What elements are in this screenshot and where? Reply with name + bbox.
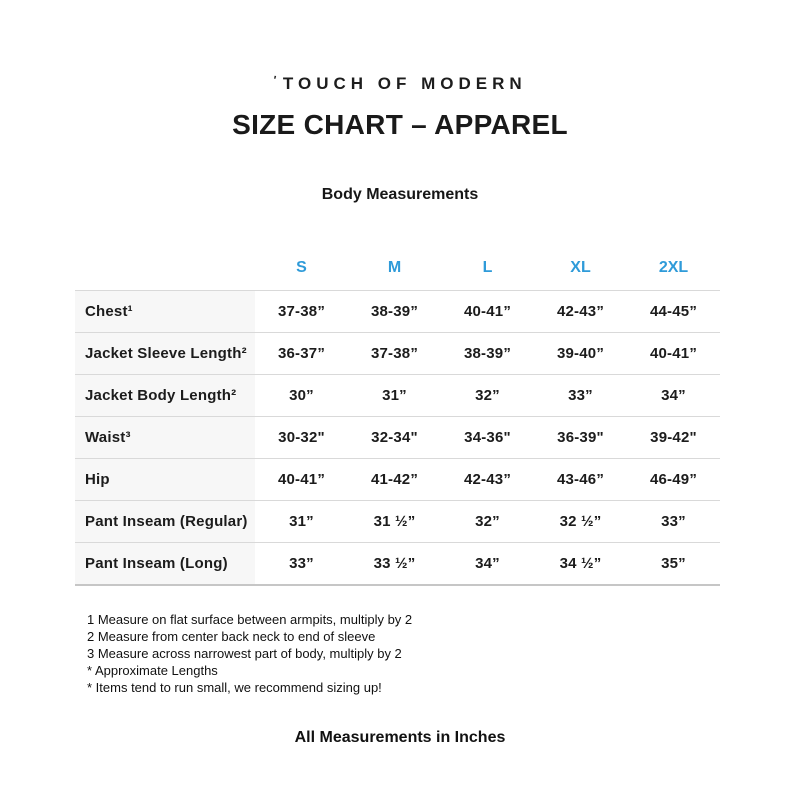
cell: 38-39”: [370, 303, 419, 320]
size-table: [75, 245, 720, 586]
table-row-jacket-sleeve-length: [75, 333, 720, 375]
logo-tick-mark: ': [271, 72, 278, 88]
size-col-header-l: L: [482, 258, 493, 276]
row-label: Jacket Body Length²: [75, 375, 255, 417]
cell: 40-41”: [277, 471, 326, 488]
cell: 30”: [289, 387, 314, 404]
table-row-hip: [75, 459, 720, 501]
footnote-3: 3 Measure across narrowest part of body, multiply by 2: [87, 646, 402, 661]
brand-name: TOUCH OF MODERN: [282, 74, 527, 93]
cell: 31”: [289, 513, 314, 530]
row-label: Pant Inseam (Regular): [75, 501, 255, 543]
cell: 37-38”: [277, 303, 326, 320]
units-note: All Measurements in Inches: [294, 729, 506, 746]
size-header-row: [75, 245, 720, 291]
cell: 32”: [475, 387, 500, 404]
cell: 42-43”: [556, 303, 605, 320]
cell: 33”: [289, 555, 314, 572]
table-row-chest: [75, 291, 720, 333]
table-row-pant-inseam-long: [75, 543, 720, 586]
size-header-empty-cell: [75, 245, 255, 291]
cell: 40-41”: [649, 345, 698, 362]
row-label: Chest¹: [75, 291, 255, 333]
footnotes: [87, 612, 412, 697]
cell: 46-49”: [649, 471, 698, 488]
size-col-header-xl: XL: [570, 258, 591, 276]
cell: 33 ½”: [373, 555, 416, 572]
size-col-header-m: M: [387, 258, 402, 276]
footnote-2: 2 Measure from center back neck to end of sleeve: [87, 629, 376, 644]
cell: 33”: [661, 513, 686, 530]
cell: 41-42”: [370, 471, 419, 488]
cell: 37-38”: [370, 345, 419, 362]
table-row-waist: [75, 417, 720, 459]
brand-logo: [0, 73, 800, 94]
cell: 40-41”: [463, 303, 512, 320]
cell: 38-39”: [463, 345, 512, 362]
cell: 32”: [475, 513, 500, 530]
cell: 34-36": [464, 429, 511, 446]
cell: 34 ½”: [559, 555, 602, 572]
table-subtitle: Body Measurements: [321, 186, 479, 203]
cell: 39-42": [650, 429, 697, 446]
footnote-sizing-up: * Items tend to run small, we recommend sizing up!: [87, 680, 382, 695]
cell: 34”: [661, 387, 686, 404]
cell: 33”: [568, 387, 593, 404]
cell: 32 ½”: [559, 513, 602, 530]
size-col-header-s: S: [296, 258, 307, 276]
cell: 43-46”: [556, 471, 605, 488]
cell: 36-37”: [277, 345, 326, 362]
cell: 30-32": [278, 429, 325, 446]
cell: 34”: [475, 555, 500, 572]
page-title: SIZE CHART – APPAREL: [232, 109, 568, 140]
cell: 36-39": [557, 429, 604, 446]
cell: 35”: [661, 555, 686, 572]
row-label: Hip: [75, 459, 255, 501]
cell: 32-34": [371, 429, 418, 446]
row-label: Waist³: [75, 417, 255, 459]
table-row-jacket-body-length: [75, 375, 720, 417]
cell: 31”: [382, 387, 407, 404]
table-row-pant-inseam-regular: [75, 501, 720, 543]
row-label: Jacket Sleeve Length²: [75, 333, 255, 375]
cell: 42-43”: [463, 471, 512, 488]
cell: 39-40”: [556, 345, 605, 362]
size-col-header-2xl: 2XL: [658, 258, 689, 276]
footnote-1: 1 Measure on flat surface between armpits, multiply by 2: [87, 612, 413, 627]
footnote-approximate-lengths: * Approximate Lengths: [87, 663, 218, 678]
cell: 44-45”: [649, 303, 698, 320]
row-label: Pant Inseam (Long): [75, 543, 255, 586]
cell: 31 ½”: [373, 513, 416, 530]
